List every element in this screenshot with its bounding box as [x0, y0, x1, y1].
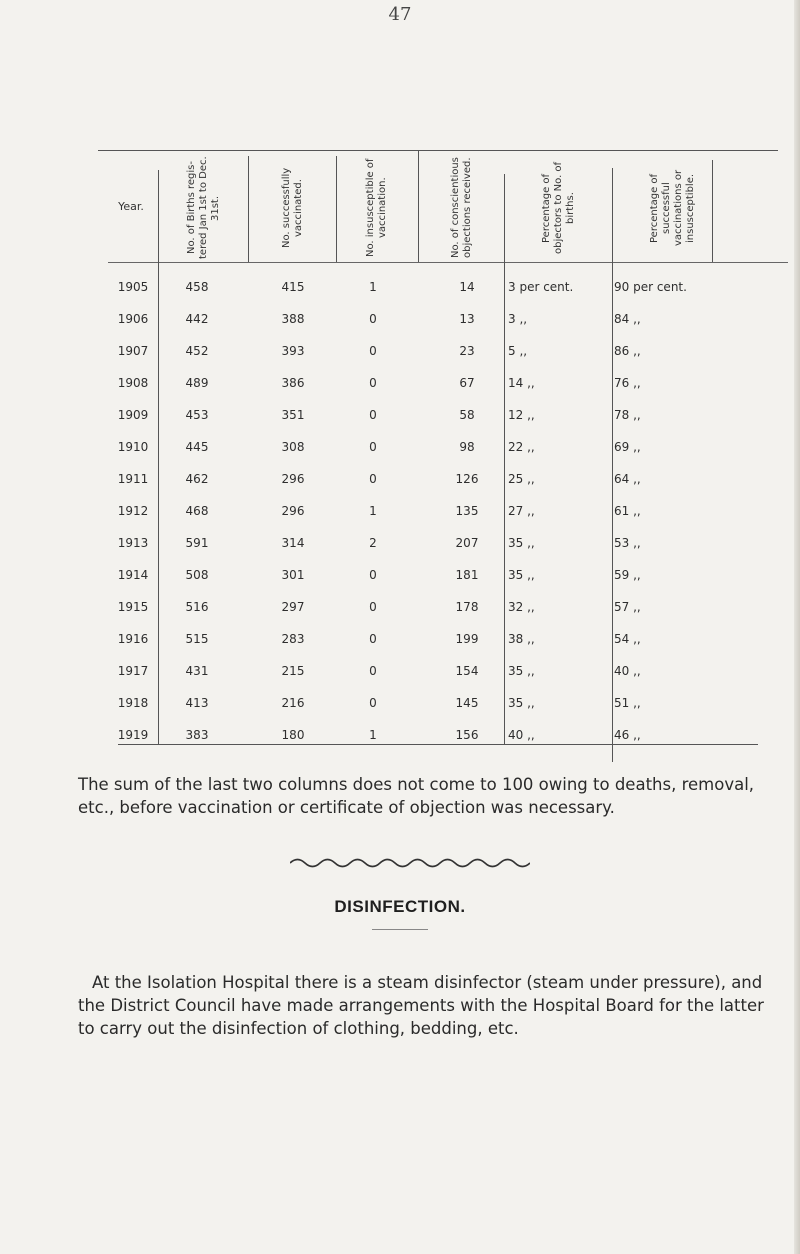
cell-pct-objectors: 40 ,,	[508, 728, 535, 742]
cell-year: 1914	[117, 568, 149, 582]
cell-pct-objectors: 32 ,,	[508, 600, 535, 614]
cell-vaccinated: 308	[281, 440, 305, 454]
table-row	[78, 728, 790, 760]
table-row	[78, 408, 790, 440]
cell-insusceptible: 0	[369, 376, 377, 390]
cell-year: 1919	[117, 728, 149, 742]
header-conscientious: No. of conscientious objections received.	[450, 157, 473, 259]
cell-births: 442	[185, 312, 209, 326]
vaccination-table	[78, 150, 790, 755]
page-edge-shadow	[794, 0, 800, 1254]
table-row	[78, 376, 790, 408]
cell-vaccinated: 351	[281, 408, 305, 422]
cell-conscientious: 178	[455, 600, 479, 614]
cell-births: 489	[185, 376, 209, 390]
cell-pct-successful: 59 ,,	[614, 568, 641, 582]
cell-pct-objectors: 12 ,,	[508, 408, 535, 422]
cell-year: 1907	[117, 344, 149, 358]
cell-insusceptible: 0	[369, 440, 377, 454]
cell-conscientious: 14	[459, 280, 475, 294]
cell-conscientious: 13	[459, 312, 475, 326]
cell-year: 1911	[117, 472, 149, 486]
table-row	[78, 280, 790, 312]
cell-conscientious: 181	[455, 568, 479, 582]
cell-pct-objectors: 35 ,,	[508, 664, 535, 678]
cell-births: 516	[185, 600, 209, 614]
table-row	[78, 664, 790, 696]
section-heading: DISINFECTION.	[334, 897, 466, 916]
column-divider	[248, 156, 249, 262]
cell-year: 1916	[117, 632, 149, 646]
cell-pct-successful: 54 ,,	[614, 632, 641, 646]
cell-year: 1913	[117, 536, 149, 550]
cell-vaccinated: 386	[281, 376, 305, 390]
cell-pct-successful: 51 ,,	[614, 696, 641, 710]
section-body: At the Isolation Hospital there is a steam disinfector (steam under pressure), and the District Council have made arrangements with the Hospital Board for the latter to carry out the disinfection of clothing, bedding, etc.	[78, 973, 764, 1038]
cell-vaccinated: 180	[281, 728, 305, 742]
cell-pct-objectors: 27 ,,	[508, 504, 535, 518]
cell-pct-successful: 76 ,,	[614, 376, 641, 390]
cell-vaccinated: 301	[281, 568, 305, 582]
cell-conscientious: 207	[455, 536, 479, 550]
cell-pct-successful: 57 ,,	[614, 600, 641, 614]
cell-vaccinated: 415	[281, 280, 305, 294]
header-pct-successful: Percentage of successful vaccinations or insusceptible.	[649, 169, 696, 247]
table-row	[78, 312, 790, 344]
cell-births: 383	[185, 728, 209, 742]
cell-insusceptible: 0	[369, 408, 377, 422]
cell-births: 431	[185, 664, 209, 678]
cell-pct-successful: 90 per cent.	[614, 280, 687, 294]
heading-underline	[372, 929, 428, 930]
cell-births: 515	[185, 632, 209, 646]
column-divider	[336, 156, 337, 262]
cell-births: 458	[185, 280, 209, 294]
cell-year: 1906	[117, 312, 149, 326]
table-row	[78, 600, 790, 632]
cell-births: 452	[185, 344, 209, 358]
cell-insusceptible: 0	[369, 632, 377, 646]
cell-conscientious: 145	[455, 696, 479, 710]
cell-pct-objectors: 14 ,,	[508, 376, 535, 390]
cell-pct-objectors: 5 ,,	[508, 344, 528, 358]
cell-year: 1908	[117, 376, 149, 390]
table-row	[78, 344, 790, 376]
cell-insusceptible: 0	[369, 696, 377, 710]
cell-births: 508	[185, 568, 209, 582]
column-divider	[418, 150, 419, 262]
cell-vaccinated: 393	[281, 344, 305, 358]
cell-pct-objectors: 38 ,,	[508, 632, 535, 646]
cell-pct-successful: 53 ,,	[614, 536, 641, 550]
cell-births: 453	[185, 408, 209, 422]
cell-vaccinated: 296	[281, 472, 305, 486]
cell-year: 1912	[117, 504, 149, 518]
cell-insusceptible: 0	[369, 600, 377, 614]
header-vaccinated: No. successfully vaccinated.	[281, 167, 304, 249]
cell-births: 445	[185, 440, 209, 454]
cell-insusceptible: 1	[369, 504, 377, 518]
cell-insusceptible: 0	[369, 664, 377, 678]
cell-vaccinated: 296	[281, 504, 305, 518]
cell-pct-objectors: 35 ,,	[508, 696, 535, 710]
cell-vaccinated: 297	[281, 600, 305, 614]
header-insusceptible: No. insusceptible of vaccination.	[365, 158, 388, 258]
cell-conscientious: 67	[459, 376, 475, 390]
cell-vaccinated: 388	[281, 312, 305, 326]
cell-year: 1905	[117, 280, 149, 294]
cell-pct-successful: 40 ,,	[614, 664, 641, 678]
cell-insusceptible: 1	[369, 728, 377, 742]
cell-insusceptible: 0	[369, 568, 377, 582]
table-row	[78, 504, 790, 536]
cell-conscientious: 156	[455, 728, 479, 742]
cell-vaccinated: 215	[281, 664, 305, 678]
cell-year: 1915	[117, 600, 149, 614]
cell-pct-objectors: 3 ,,	[508, 312, 528, 326]
cell-pct-objectors: 35 ,,	[508, 568, 535, 582]
cell-pct-successful: 64 ,,	[614, 472, 641, 486]
table-header-rule	[108, 262, 788, 263]
cell-year: 1917	[117, 664, 149, 678]
cell-pct-successful: 69 ,,	[614, 440, 641, 454]
page-number: 47	[388, 4, 412, 25]
cell-pct-objectors: 3 per cent.	[508, 280, 574, 294]
header-births: No. of Births regis- tered Jan 1st to Dec. 31st.	[186, 156, 221, 260]
cell-year: 1910	[117, 440, 149, 454]
table-row	[78, 536, 790, 568]
cell-pct-successful: 78 ,,	[614, 408, 641, 422]
cell-conscientious: 98	[459, 440, 475, 454]
cell-conscientious: 135	[455, 504, 479, 518]
cell-conscientious: 58	[459, 408, 475, 422]
cell-pct-objectors: 22 ,,	[508, 440, 535, 454]
cell-pct-successful: 86 ,,	[614, 344, 641, 358]
cell-pct-objectors: 25 ,,	[508, 472, 535, 486]
cell-vaccinated: 283	[281, 632, 305, 646]
table-row	[78, 568, 790, 600]
table-top-rule	[98, 150, 778, 151]
table-note: The sum of the last two columns does not come to 100 owing to deaths, removal, etc., before vaccination or certificate of objection was necessary.	[78, 775, 755, 817]
cell-conscientious: 23	[459, 344, 475, 358]
cell-year: 1918	[117, 696, 149, 710]
header-year: Year.	[118, 200, 144, 213]
cell-pct-successful: 61 ,,	[614, 504, 641, 518]
cell-conscientious: 154	[455, 664, 479, 678]
wavy-divider	[290, 856, 530, 870]
cell-insusceptible: 1	[369, 280, 377, 294]
cell-births: 591	[185, 536, 209, 550]
cell-pct-successful: 46 ,,	[614, 728, 641, 742]
cell-vaccinated: 314	[281, 536, 305, 550]
table-row	[78, 632, 790, 664]
cell-insusceptible: 2	[369, 536, 377, 550]
cell-pct-successful: 84 ,,	[614, 312, 641, 326]
table-row	[78, 440, 790, 472]
cell-vaccinated: 216	[281, 696, 305, 710]
cell-births: 462	[185, 472, 209, 486]
cell-insusceptible: 0	[369, 312, 377, 326]
cell-births: 468	[185, 504, 209, 518]
table-row	[78, 696, 790, 728]
table-row	[78, 472, 790, 504]
cell-insusceptible: 0	[369, 344, 377, 358]
cell-pct-objectors: 35 ,,	[508, 536, 535, 550]
cell-year: 1909	[117, 408, 149, 422]
cell-conscientious: 199	[455, 632, 479, 646]
cell-insusceptible: 0	[369, 472, 377, 486]
header-pct-objectors: Percentage of objectors to No. of births.	[541, 161, 576, 255]
cell-conscientious: 126	[455, 472, 479, 486]
cell-births: 413	[185, 696, 209, 710]
